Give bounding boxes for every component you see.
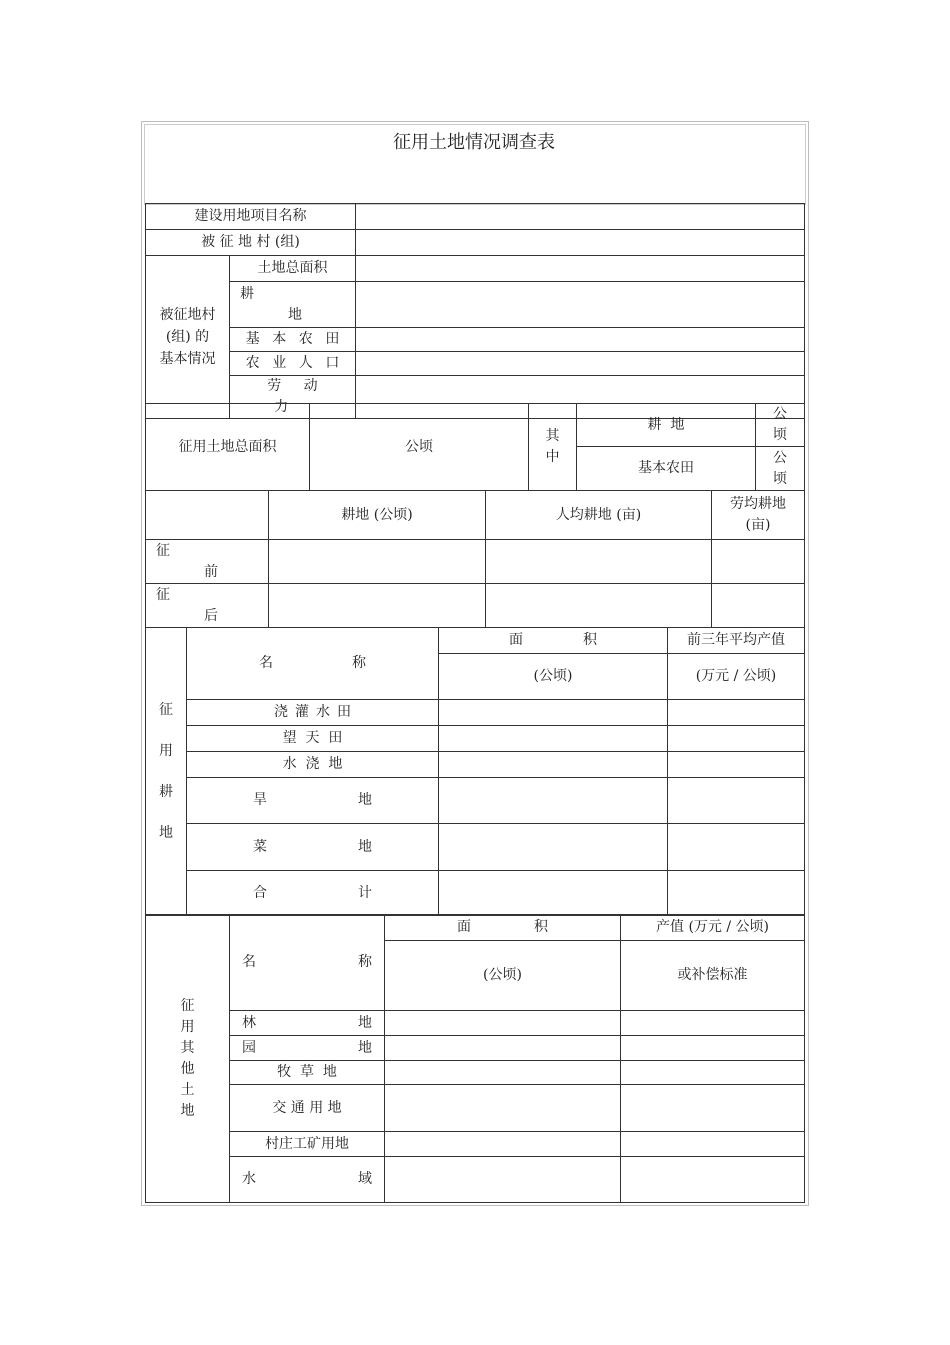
page-title: 征用土地情况调查表 bbox=[393, 132, 555, 153]
arable-label-b: 地 bbox=[288, 306, 302, 323]
arable-area-unit: (公顷) bbox=[439, 654, 668, 700]
village-label: 被 征 地 村 (组) bbox=[146, 230, 356, 256]
arable-side-label: 征 用 耕 地 bbox=[146, 628, 187, 916]
village-info-line-2: (组) 的 bbox=[165, 329, 210, 345]
other-row-label: 林 地 bbox=[230, 1011, 385, 1036]
other-row-output[interactable] bbox=[621, 1132, 805, 1157]
basic-farmland-value[interactable] bbox=[356, 328, 805, 352]
arable-row-label: 旱 地 bbox=[187, 778, 439, 824]
other-row-area[interactable] bbox=[385, 1085, 621, 1132]
village-info-line-3: 基本情况 bbox=[159, 351, 216, 367]
arable-land-table bbox=[145, 627, 805, 916]
other-row-area[interactable] bbox=[385, 1061, 621, 1085]
compare-header-blank bbox=[146, 491, 269, 540]
of-which-arable-label: 耕 地 bbox=[577, 404, 756, 447]
after-label: 征 后 bbox=[146, 584, 269, 628]
other-row-label: 牧 草 地 bbox=[230, 1061, 385, 1085]
other-name-header: 名 称 bbox=[230, 915, 385, 1011]
arable-output-unit: (万元 / 公顷) bbox=[668, 654, 805, 700]
of-which-basic-farmland-unit: 公 顷 bbox=[756, 447, 805, 491]
arable-row-area[interactable] bbox=[439, 871, 668, 916]
village-value[interactable] bbox=[356, 230, 805, 256]
arable-row-label: 合 计 bbox=[187, 871, 439, 916]
arable-row-output[interactable] bbox=[668, 824, 805, 871]
other-row-area[interactable] bbox=[385, 1011, 621, 1036]
other-side-label: 征 用 其 他 土 地 bbox=[146, 915, 230, 1203]
other-output-header: 产值 (万元 / 公顷) bbox=[621, 915, 805, 941]
arable-row-area[interactable] bbox=[439, 726, 668, 752]
arable-row-output[interactable] bbox=[668, 700, 805, 726]
arable-row-label: 望 天 田 bbox=[187, 726, 439, 752]
compare-header-per-capita: 人均耕地 (亩) bbox=[486, 491, 712, 540]
arable-row-area[interactable] bbox=[439, 752, 668, 778]
before-after-table bbox=[145, 490, 805, 628]
other-row-area[interactable] bbox=[385, 1036, 621, 1061]
arable-label-a: 耕 bbox=[240, 285, 254, 302]
other-area-unit: (公顷) bbox=[385, 941, 621, 1011]
after-per-labor-value[interactable] bbox=[712, 584, 805, 628]
of-which-basic-farmland-label: 基本农田 bbox=[577, 447, 756, 491]
arable-row-label: 浇灌水田 bbox=[187, 700, 439, 726]
arable-output-header: 前三年平均产值 bbox=[668, 628, 805, 654]
arable-row-output[interactable] bbox=[668, 726, 805, 752]
arable-row-output[interactable] bbox=[668, 752, 805, 778]
other-land-table bbox=[145, 914, 805, 1203]
basic-farmland-label: 基本农田 bbox=[230, 328, 356, 352]
after-arable-value[interactable] bbox=[269, 584, 486, 628]
other-row-area[interactable] bbox=[385, 1132, 621, 1157]
arable-area-header: 面 积 bbox=[439, 628, 668, 654]
project-name-value[interactable] bbox=[356, 204, 805, 230]
arable-row-label: 菜 地 bbox=[187, 824, 439, 871]
arable-name-header: 名 称 bbox=[187, 628, 439, 700]
of-which-arable-unit: 公 顷 bbox=[756, 404, 805, 447]
expropriation-table bbox=[145, 403, 805, 491]
arable-value[interactable] bbox=[356, 282, 805, 328]
basic-info-table bbox=[145, 203, 805, 419]
expropriated-total-label: 征用土地总面积 bbox=[146, 404, 310, 491]
other-row-label: 村庄工矿用地 bbox=[230, 1132, 385, 1157]
other-row-output[interactable] bbox=[621, 1061, 805, 1085]
of-which-label: 其 中 bbox=[529, 404, 577, 491]
other-area-header: 面 积 bbox=[385, 915, 621, 941]
compare-header-per-labor: 劳均耕地 (亩) bbox=[712, 491, 805, 540]
other-row-label: 水 域 bbox=[230, 1157, 385, 1203]
other-row-output[interactable] bbox=[621, 1036, 805, 1061]
after-per-capita-value[interactable] bbox=[486, 584, 712, 628]
arable-label bbox=[230, 282, 356, 328]
expropriated-total-value[interactable] bbox=[310, 404, 529, 491]
arable-row-output[interactable] bbox=[668, 778, 805, 824]
agri-population-label: 农业人口 bbox=[230, 352, 356, 376]
arable-row-area[interactable] bbox=[439, 824, 668, 871]
project-name-label: 建设用地项目名称 bbox=[146, 204, 356, 230]
other-row-label: 交 通 用 地 bbox=[230, 1085, 385, 1132]
compare-header-arable: 耕地 (公顷) bbox=[269, 491, 486, 540]
agri-population-value[interactable] bbox=[356, 352, 805, 376]
other-row-area[interactable] bbox=[385, 1157, 621, 1203]
total-area-label: 土地总面积 bbox=[230, 256, 356, 282]
before-per-capita-value[interactable] bbox=[486, 540, 712, 584]
before-arable-value[interactable] bbox=[269, 540, 486, 584]
other-row-output[interactable] bbox=[621, 1011, 805, 1036]
arable-row-area[interactable] bbox=[439, 700, 668, 726]
before-label: 征 前 bbox=[146, 540, 269, 584]
other-row-output[interactable] bbox=[621, 1085, 805, 1132]
arable-row-output[interactable] bbox=[668, 871, 805, 916]
expropriated-unit: 公顷 bbox=[405, 438, 433, 455]
village-info-group bbox=[146, 256, 230, 419]
arable-row-label: 水 浇 地 bbox=[187, 752, 439, 778]
other-row-label: 园 地 bbox=[230, 1036, 385, 1061]
arable-row-area[interactable] bbox=[439, 778, 668, 824]
labor-label: 劳动力 bbox=[230, 376, 356, 419]
village-info-line-1: 被征地村 bbox=[159, 307, 216, 323]
other-row-output[interactable] bbox=[621, 1157, 805, 1203]
other-output-sub: 或补偿标准 bbox=[621, 941, 805, 1011]
total-area-value[interactable] bbox=[356, 256, 805, 282]
before-per-labor-value[interactable] bbox=[712, 540, 805, 584]
